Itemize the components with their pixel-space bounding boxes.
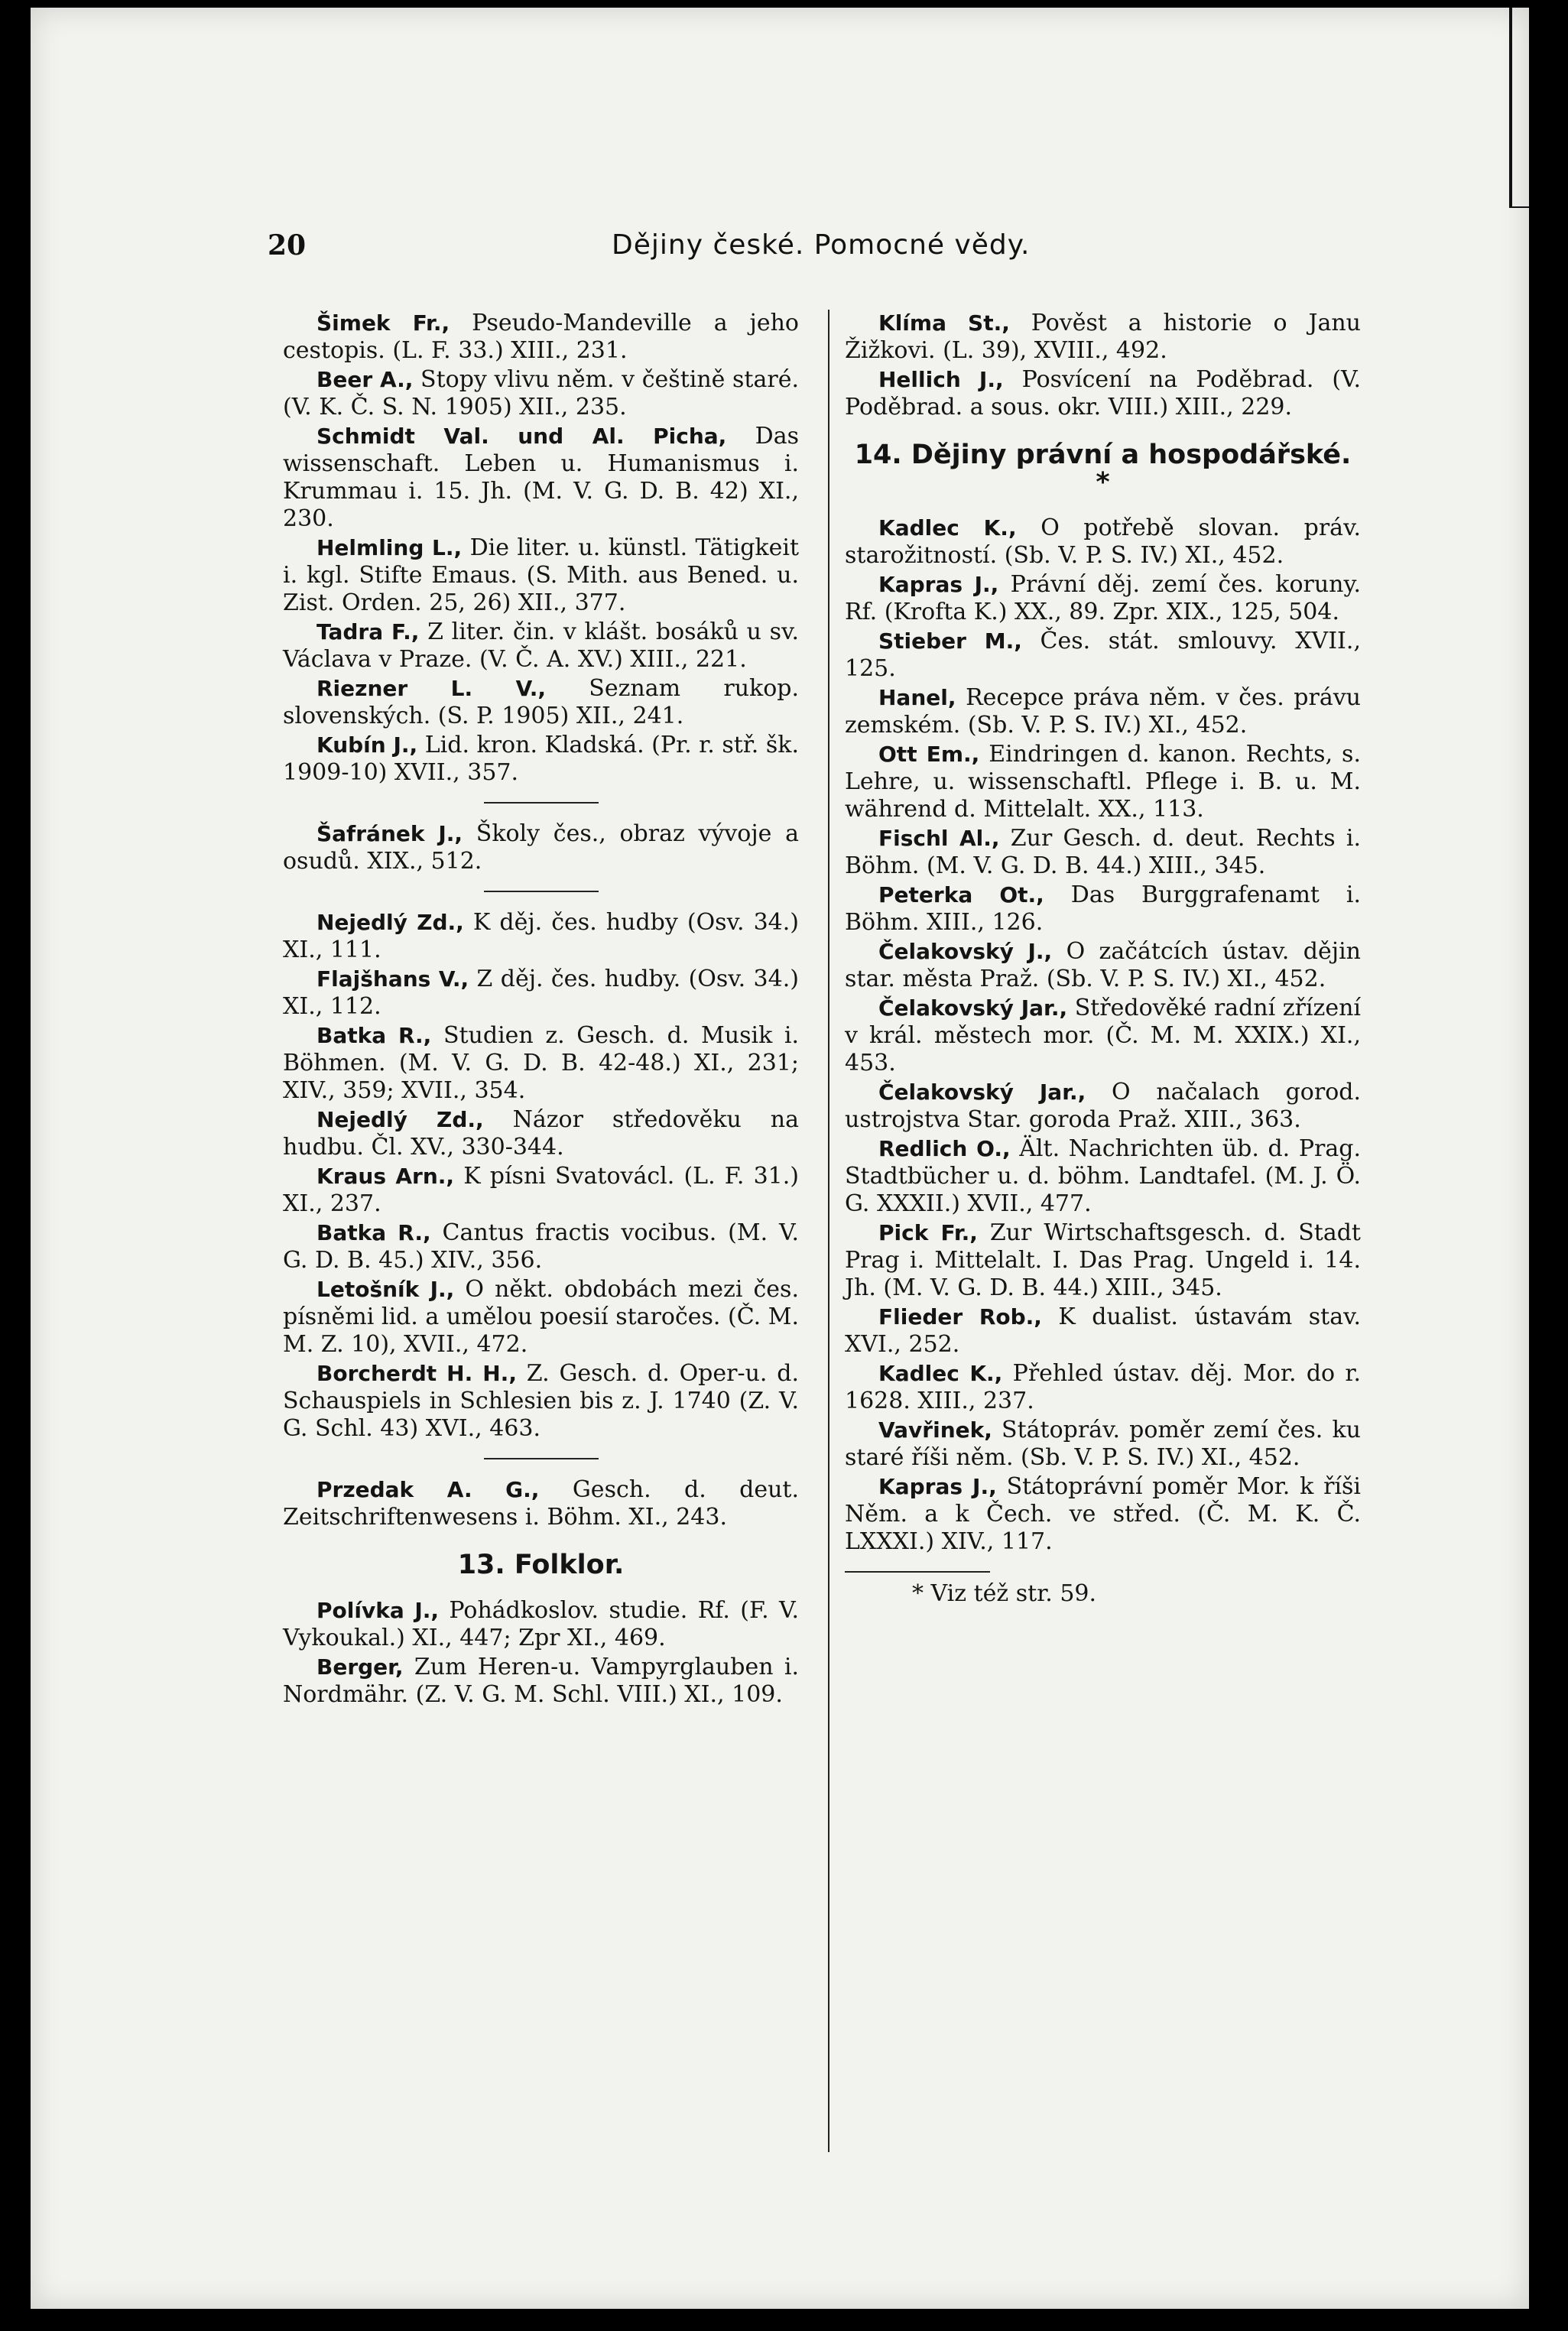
entry-text: K děj. čes. hudby (Osv. 34.) XI., 111. bbox=[283, 909, 799, 963]
page-edge-line bbox=[1509, 8, 1529, 208]
bib-entry bbox=[283, 966, 799, 1021]
bib-entry bbox=[283, 1360, 799, 1443]
bib-entry bbox=[283, 1219, 799, 1274]
entry-author: Helmling L., bbox=[317, 535, 463, 560]
bib-entry bbox=[283, 820, 799, 875]
bib-entry bbox=[845, 310, 1361, 365]
bib-entry bbox=[283, 423, 799, 533]
entry-text: Ält. Nachrichten üb. d. Prag. Stadtbücher u. d. böhm. Landtafel. (M. J. Ö. G. XXXII.) XVII., 477. bbox=[845, 1135, 1361, 1217]
entry-text: Přehled ústav. děj. Mor. do r. 1628. XIII., 237. bbox=[845, 1360, 1361, 1414]
entry-author: Pick Fr., bbox=[878, 1220, 978, 1245]
entry-author: Flieder Rob., bbox=[878, 1304, 1042, 1329]
separator-rule bbox=[484, 891, 599, 892]
bib-entry bbox=[283, 1276, 799, 1359]
entry-author: Berger, bbox=[317, 1654, 404, 1680]
book-page bbox=[31, 8, 1529, 2309]
entry-text: Školy čes., obraz vývoje a osudů. XIX., 512. bbox=[283, 820, 799, 875]
entry-text: Pohádkoslov. studie. Rf. (F. V. Vykoukal.) XI., 447; Zpr XI., 469. bbox=[283, 1597, 799, 1651]
entry-author: Kapras J., bbox=[878, 572, 999, 597]
entry-text: Eindringen d. kanon. Rechts, s. Lehre, u. wissenschaftl. Pflege i. B. u. M. während d. Mittelalt. XX., 113. bbox=[845, 741, 1361, 823]
entry-author: Redlich O., bbox=[878, 1136, 1011, 1161]
entry-text: Právní děj. zemí čes. koruny. Rf. (Krofta K.) XX., 89. Zpr. XIX., 125, 504. bbox=[845, 571, 1361, 625]
entry-author: Letošník J., bbox=[317, 1277, 455, 1302]
bib-entry bbox=[845, 825, 1361, 880]
entry-text: K dualist. ústavám stav. XVI., 252. bbox=[845, 1303, 1362, 1358]
entry-author: Kapras J., bbox=[878, 1474, 997, 1499]
entry-text: Lid. kron. Kladská. (Pr. r. stř. šk. 1909-10) XVII., 357. bbox=[283, 732, 800, 786]
entry-text: Státoprávní poměr Mor. k říši Něm. a k Čech. ve střed. (Č. M. K. Č. LXXXI.) XIV., 117. bbox=[845, 1473, 1361, 1555]
entry-author: Kraus Arn., bbox=[317, 1164, 455, 1189]
separator-rule bbox=[484, 1458, 599, 1459]
entry-author: Flajšhans V., bbox=[317, 966, 469, 992]
section-heading-pravni: 14. Dějiny právní a hospodářské. * bbox=[854, 440, 1352, 498]
bib-entry bbox=[283, 1106, 799, 1161]
bib-entry bbox=[845, 628, 1361, 683]
entry-text: Stopy vlivu něm. v češtině staré. (V. K. Č. S. N. 1905) XII., 235. bbox=[283, 366, 799, 420]
entry-text: Pseudo-Mandeville a jeho cestopis. (L. F. 33.) XIII., 231. bbox=[283, 310, 799, 364]
entry-text: Cantus fractis vocibus. (M. V. G. D. B. 45.) XIV., 356. bbox=[283, 1219, 799, 1274]
entry-author: Schmidt Val. und Al. Picha, bbox=[317, 424, 727, 449]
bib-entry bbox=[283, 1022, 799, 1105]
bib-entry bbox=[845, 515, 1361, 570]
entry-author: Šimek Fr., bbox=[317, 310, 450, 336]
entry-text: Die liter. u. künstl. Tätigkeit i. kgl. Stifte Emaus. (S. Mith. aus Bened. u. Zist. Orden. 25, 26) XII., 377. bbox=[283, 534, 800, 616]
bib-entry bbox=[283, 366, 799, 421]
entry-text: Seznam rukop. slovenských. (S. P. 1905) XII., 241. bbox=[283, 675, 799, 729]
entry-author: Stieber M., bbox=[878, 628, 1022, 654]
entry-text: Z liter. čin. v klášt. bosáků u sv. Václava v Praze. (V. Č. A. XV.) XIII., 221. bbox=[283, 618, 799, 673]
footnote-rule bbox=[845, 1571, 990, 1573]
page-number: 20 bbox=[268, 229, 307, 261]
entry-author: Klíma St., bbox=[878, 310, 1010, 336]
bib-entry bbox=[283, 675, 799, 730]
bib-entry bbox=[283, 1476, 799, 1531]
entry-author: Kubín J., bbox=[317, 732, 418, 758]
entry-author: Kadlec K., bbox=[878, 515, 1017, 541]
bib-entry bbox=[845, 1219, 1361, 1302]
entry-author: Tadra F., bbox=[317, 619, 420, 644]
bib-entry bbox=[845, 1135, 1361, 1218]
entry-author: Przedak A. G., bbox=[317, 1477, 540, 1502]
entry-group bbox=[845, 515, 1361, 1556]
entry-text: Z děj. čes. hudby. (Osv. 34.) XI., 112. bbox=[283, 966, 799, 1020]
section-heading-folklor: 13. Folklor. bbox=[457, 1550, 625, 1580]
entry-text: O začátcích ústav. dějin star. města Praž. (Sb. V. P. S. IV.) XI., 452. bbox=[845, 938, 1361, 992]
entry-text: Názor středověku na hudbu. Čl. XV., 330-344. bbox=[283, 1106, 799, 1161]
entry-group bbox=[283, 1597, 799, 1709]
entry-text: Gesch. d. deut. Zeitschriftenwesens i. Böhm. XI., 243. bbox=[283, 1476, 799, 1531]
entry-text: Z. Gesch. d. Oper-u. d. Schauspiels in Schlesien bis z. J. 1740 (Z. V. G. Schl. 43) XVI., 463. bbox=[283, 1360, 800, 1442]
entry-author: Čelakovský J., bbox=[878, 939, 1053, 964]
right-column bbox=[845, 310, 1361, 1609]
entry-author: Kadlec K., bbox=[878, 1361, 1003, 1386]
footnote: * Viz též str. 59. bbox=[912, 1580, 1097, 1607]
entry-text: Posvícení na Poděbrad. (V. Poděbrad. a sous. okr. VIII.) XIII., 229. bbox=[845, 366, 1361, 420]
entry-author: Čelakovský Jar., bbox=[878, 1079, 1086, 1105]
entry-group bbox=[283, 310, 799, 787]
bib-entry bbox=[845, 366, 1361, 421]
entry-text: Zum Heren-u. Vampyrglauben i. Nordmähr. (Z. V. G. M. Schl. VIII.) XI., 109. bbox=[283, 1654, 800, 1708]
entry-text: Pověst a historie o Janu Žižkovi. (L. 39), XVIII., 492. bbox=[845, 310, 1362, 364]
entry-author: Polívka J., bbox=[317, 1598, 440, 1623]
page-header bbox=[31, 229, 1529, 275]
running-title: Dějiny české. Pomocné vědy. bbox=[612, 229, 1031, 261]
entry-author: Vavřinek, bbox=[878, 1417, 992, 1443]
entry-text: O někt. obdobách mezi čes. písněmi lid. a umělou poesií staročes. (Č. M. M. Z. 10), XVII., 472. bbox=[283, 1276, 799, 1358]
entry-text: K písni Svatovácl. (L. F. 31.) XI., 237. bbox=[283, 1163, 799, 1217]
entry-text: Státopráv. poměr zemí čes. ku staré říši něm. (Sb. V. P. S. IV.) XI., 452. bbox=[845, 1417, 1361, 1471]
bib-entry bbox=[845, 1473, 1361, 1556]
entry-text: Zur Gesch. d. deut. Rechts i. Böhm. (M. V. G. D. B. 44.) XIII., 345. bbox=[845, 825, 1361, 879]
bib-entry bbox=[845, 1360, 1361, 1415]
entry-text: Das Burggrafenamt i. Böhm. XIII., 126. bbox=[845, 881, 1362, 936]
entry-text: Středověké radní zřízení v král. městech mor. (Č. M. M. XXIX.) XI., 453. bbox=[845, 995, 1361, 1076]
bib-entry bbox=[845, 881, 1361, 937]
entry-author: Fischl Al., bbox=[878, 826, 1000, 851]
entry-group bbox=[283, 820, 799, 875]
bib-entry bbox=[283, 1597, 799, 1652]
entry-author: Hanel, bbox=[878, 685, 956, 710]
entry-text: O potřebě slovan. práv. starožitností. (Sb. V. P. S. IV.) XI., 452. bbox=[845, 515, 1361, 569]
entry-author: Ott Em., bbox=[878, 742, 980, 767]
entry-author: Čelakovský Jar., bbox=[878, 995, 1068, 1021]
bib-entry bbox=[845, 1417, 1361, 1472]
entry-author: Peterka Ot., bbox=[878, 882, 1044, 907]
entry-author: Šafránek J., bbox=[317, 821, 463, 846]
bib-entry bbox=[845, 995, 1361, 1077]
entry-text: O načalach gorod. ustrojstva Star. goroda Praž. XIII., 363. bbox=[845, 1079, 1362, 1133]
left-column bbox=[283, 310, 799, 1710]
entry-text: Zur Wirtschaftsgesch. d. Stadt Prag i. Mittelalt. I. Das Prag. Ungeld i. 14. Jh. (M. V. G. D. B. 44.) XIII., 345. bbox=[845, 1219, 1361, 1301]
column-divider bbox=[828, 310, 829, 2152]
entry-group bbox=[283, 1476, 799, 1531]
entry-author: Batka R., bbox=[317, 1220, 431, 1245]
bib-entry bbox=[845, 1079, 1361, 1134]
entry-author: Riezner L. V., bbox=[317, 676, 546, 701]
bib-entry bbox=[845, 684, 1361, 739]
entry-text: Das wissenschaft. Leben u. Humanismus i. Krummau i. 15. Jh. (M. V. G. D. B. 42) XI., 230. bbox=[283, 423, 799, 532]
entry-author: Hellich J., bbox=[878, 367, 1004, 392]
bib-entry bbox=[845, 741, 1361, 823]
entry-author: Borcherdt H. H., bbox=[317, 1361, 517, 1386]
entry-text: Recepce práva něm. v čes. právu zemském. (Sb. V. P. S. IV.) XI., 452. bbox=[845, 684, 1361, 739]
entry-author: Nejedlý Zd., bbox=[317, 1107, 484, 1132]
bib-entry bbox=[283, 534, 799, 617]
entry-text: Studien z. Gesch. d. Musik i. Böhmen. (M. V. G. D. B. 42-48.) XI., 231; XIV., 359; XVII., 354. bbox=[283, 1022, 799, 1104]
bib-entry bbox=[283, 618, 799, 674]
entry-group bbox=[845, 310, 1361, 421]
entry-author: Batka R., bbox=[317, 1023, 432, 1048]
entry-text: Čes. stát. smlouvy. XVII., 125. bbox=[845, 628, 1361, 682]
entry-author: Nejedlý Zd., bbox=[317, 910, 464, 935]
entry-group bbox=[283, 909, 799, 1443]
entry-author: Beer A., bbox=[317, 367, 414, 392]
bib-entry bbox=[283, 1163, 799, 1218]
separator-rule bbox=[484, 802, 599, 804]
bib-entry bbox=[283, 1654, 799, 1709]
bib-entry bbox=[845, 571, 1361, 626]
bib-entry bbox=[283, 732, 799, 787]
bib-entry bbox=[845, 938, 1361, 993]
bib-entry bbox=[283, 310, 799, 365]
bib-entry bbox=[845, 1303, 1361, 1359]
bib-entry bbox=[283, 909, 799, 964]
